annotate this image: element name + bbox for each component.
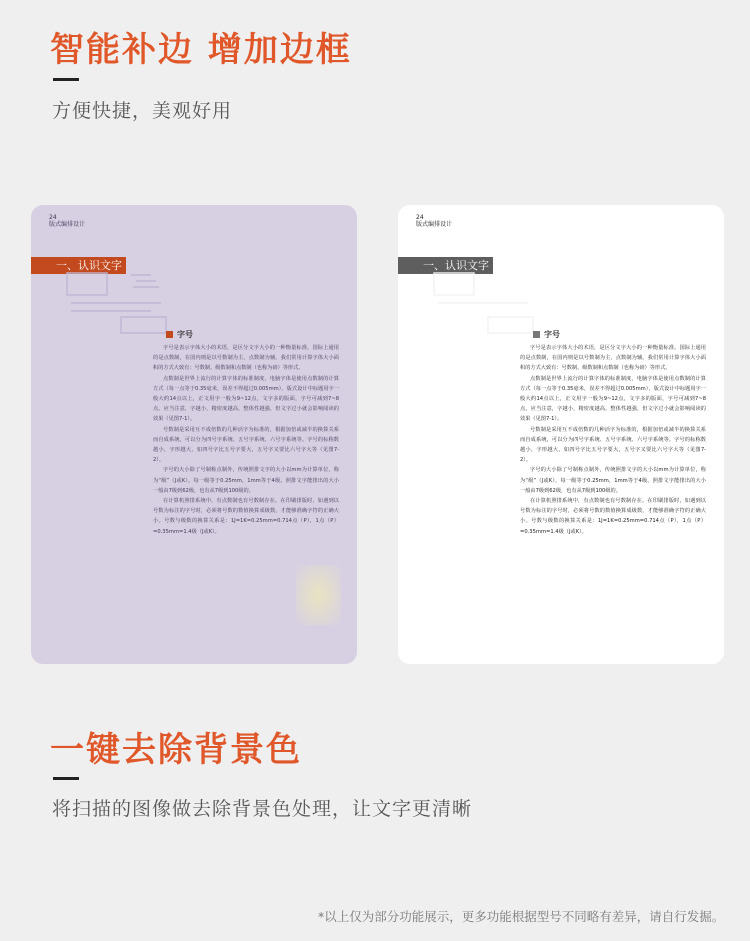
paragraph: 字号的大小除了号制称点制外，传统照排文字的大小以mm为计算单位，称为“级”（J或K），每一级等于0.25mm，1mm等于4级。照排文字能排出的大小一般由7级到62级，也有从7级到100级的。 (153, 467, 339, 494)
paragraph: 字号是表示字体大小的术语，是区分文字大小的一种衡量标准。国际上通用的是点数制，在国内则是以号数制为主，点数制为辅。我们常用计算字体大小面积的方式大致有：号数制、级数制和点数制（也称为磅）等形式。 (153, 345, 339, 372)
section-marker-icon (533, 331, 540, 338)
section1-title: 智能补边 增加边框 (50, 30, 352, 70)
disclaimer-footnote: *以上仅为部分功能展示，更多功能根据型号不同略有差异，请自行发掘。 (318, 909, 725, 924)
paragraph: 号数制是采用互不成倍数的几种活字为标准的，根据加倍或减半的换算关系而自成系统，可以分为四号字系统、五号字系统、六号字系统等。字号的标称数越小，字形越大，如四号字比五号字要大，五号字又要比六号字大等（见图7-2）。 (153, 426, 339, 464)
section2-divider (53, 777, 79, 780)
section-heading: 字号 (533, 329, 560, 340)
scan-before-page (31, 205, 357, 664)
paragraph: 在计算机照排系统中，有点数制也有号数制存在。在印刷排版时，如遇到以号数为标注的字号时，必须将号数的数值换算成级数，才能够准确字符的正确大小。号数与级数的换算关系是：1J=1K=0.25mm=0.714点（P），1点（P）=0.35mm=1.4级（J或K）。 (153, 498, 339, 535)
clean-after-page (398, 205, 724, 664)
body-text (153, 343, 339, 537)
bleed-through-ghost-text (61, 267, 171, 337)
body-text (520, 343, 706, 537)
section2-title: 一键去除背景色 (50, 730, 302, 770)
section-heading: 字号 (166, 329, 193, 340)
page-header: 24 版式编排设计 (49, 214, 86, 228)
paragraph: 点数制是世界上流行的计算字体的标准制度，电脑字体是使用点数制的计算方式（每一点等于0.35毫米，误差不得超过0.005mm），版式设计中标题用字一般大约14点以上，正文用字一般为9~12点，文字多的版面，字号可减到7~8点。应当注意，字越小，精密度越高，整体性越强，但文字过小就会影响阅读的效果（见图7-1）。 (153, 375, 339, 423)
paragraph: 在计算机照排系统中，有点数制也有号数制存在。在印刷排版时，如遇到以号数为标注的字号时，必须将号数的数值换算成级数，才能够准确字符的正确大小。号数与级数的换算关系是：1J=1K=0.25mm=0.714点（P），1点（P）=0.35mm=1.4级（J或K）。 (520, 498, 706, 535)
section1-divider (53, 78, 79, 81)
page-header: 24 版式编排设计 (416, 214, 453, 228)
chapter-banner: 一、认识文字 (398, 257, 493, 274)
section1-subtitle: 方便快捷，美观好用 (52, 100, 233, 122)
section-marker-icon (166, 331, 173, 338)
paragraph: 字号是表示字体大小的术语，是区分文字大小的一种衡量标准。国际上通用的是点数制，在国内则是以号数制为主，点数制为辅。我们常用计算字体大小面积的方式大致有：号数制、级数制和点数制（也称为磅）等形式。 (520, 345, 706, 372)
paragraph: 字号的大小除了号制称点制外，传统照排文字的大小以mm为计算单位，称为“级”（J或K），每一级等于0.25mm，1mm等于4级。照排文字能排出的大小一般由7级到62级，也有从7级到100级的。 (520, 467, 706, 494)
faint-ghost-text (428, 267, 538, 337)
chapter-banner: 一、认识文字 (31, 257, 126, 274)
section2-subtitle: 将扫描的图像做去除背景色处理，让文字更清晰 (52, 798, 473, 820)
paragraph: 点数制是世界上流行的计算字体的标准制度，电脑字体是使用点数制的计算方式（每一点等于0.35毫米，误差不得超过0.005mm），版式设计中标题用字一般大约14点以上，正文用字一般为9~12点，文字多的版面，字号可减到7~8点。应当注意，字越小，精密度越高，整体性越强，但文字过小就会影响阅读的效果（见图7-1）。 (520, 375, 706, 423)
scan-stain (296, 565, 341, 625)
paragraph: 号数制是采用互不成倍数的几种活字为标准的，根据加倍或减半的换算关系而自成系统，可以分为四号字系统、五号字系统、六号字系统等。字号的标称数越小，字形越大，如四号字比五号字要大，五号字又要比六号字大等（见图7-2）。 (520, 426, 706, 464)
